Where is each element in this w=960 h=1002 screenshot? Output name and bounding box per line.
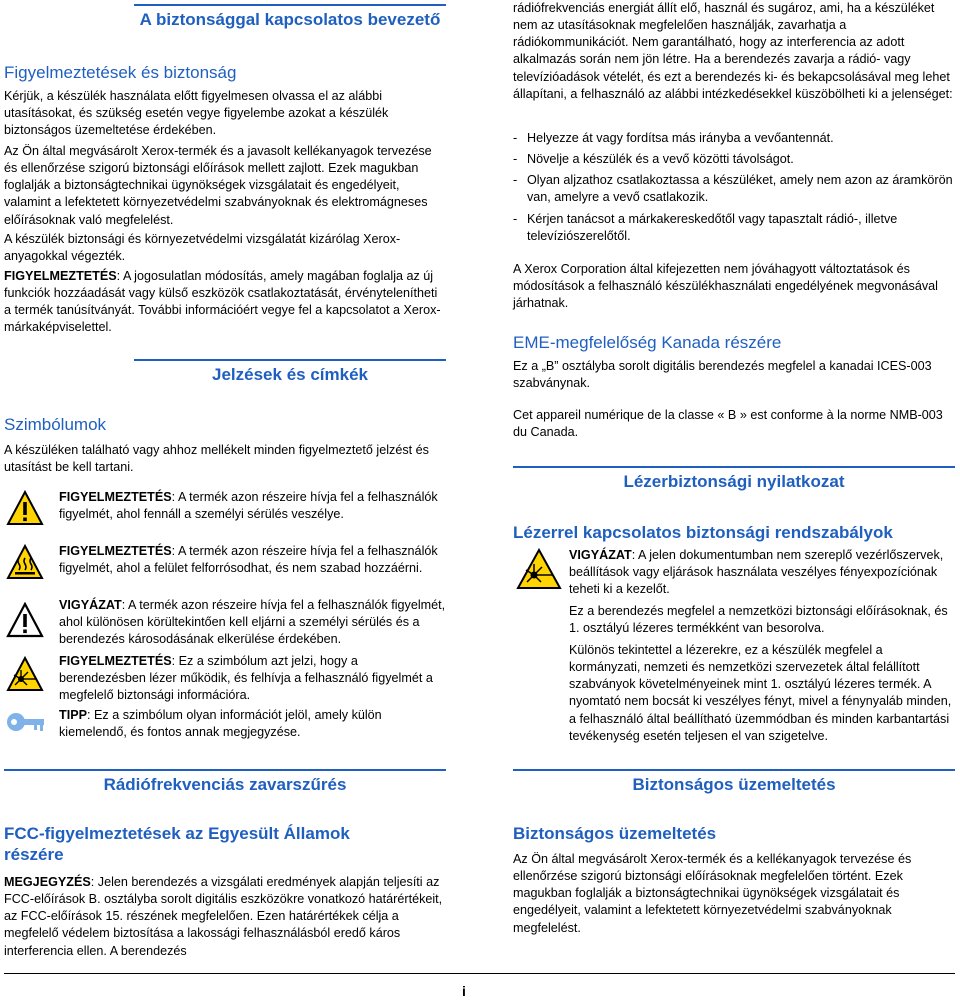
laser-caution: [569, 547, 955, 598]
hot-surface-icon: [6, 544, 44, 580]
symbols-intro: A készüléken található vagy ahhoz mellékelt minden figyelmeztető jelzést és utasítást be kell tartani.: [4, 443, 429, 475]
symbol-caution-label: VIGYÁZAT: [59, 598, 122, 612]
fcc-note-text: : Jelen berendezés a vizsgálati eredmények alapján teljesíti az FCC-előírások B. osztályba sorolt digitális eszközökre vonatkozó határértékeit, az FCC-előírások 15. részének megfelelően. Ezen határértékek célja a megfelelő védelem biztosítása a lakossági felhasználásból eredő káros interferencia ellen. A berendezés: [4, 875, 443, 958]
intro-paragraph: Kérjük, a készülék használata előtt figyelmesen olvassa el az alábbi utasításokat, és szükség esetén vegye figyelembe azokat a készülék biztonságos üzemeltetése érdekében.: [4, 89, 389, 138]
operation-paragraph: Az Ön által megvásárolt Xerox-termék és a kellékanyagok tervezése és ellenőrzése szigorú biztonsági előírásoknak megfelelően történt. Ezek magukban foglalják a biztonságtechnikai ügynökségek vizsgálatait és engedélyeit, valamint a lefektetett környezetvédelmi szabványoknak megfelelést.: [513, 852, 912, 935]
modification-warning: [4, 268, 444, 337]
symbol-tip-text: [59, 707, 447, 741]
symbol-hot-text: [59, 543, 447, 577]
symbol-warning-text: [59, 489, 447, 523]
laser-class-paragraph: Ez a berendezés megfelel a nemzetközi biztonsági előírásoknak, és 1. osztályú lézeres termékként van besorolva.: [569, 604, 948, 636]
section-title-safety-intro: A biztonsággal kapcsolatos bevezető: [134, 4, 446, 34]
warning-triangle-icon: [6, 490, 44, 526]
symbol-laser-label: FIGYELMEZTETÉS: [59, 654, 172, 668]
section-title-laser: Lézerbiztonsági nyilatkozat: [513, 466, 955, 496]
fcc-note-label: MEGJEGYZÉS: [4, 875, 91, 889]
symbol-hot-label: FIGYELMEZTETÉS: [59, 544, 172, 558]
fcc-note: [4, 874, 444, 960]
laser-warning-icon: [6, 656, 44, 692]
tip-key-icon: [4, 707, 48, 737]
symbol-warning-label: FIGYELMEZTETÉS: [59, 490, 172, 504]
xerox-modification-paragraph: A Xerox Corporation által kifejezetten nem jóváhagyott változtatások és módosítások a felhasználó készülékhasználati engedélyének megvonásával járhatnak.: [513, 262, 938, 311]
symbols-heading: Szimbólumok: [4, 415, 107, 434]
eme-paragraph-fr: Cet appareil numérique de la classe « B » est conforme à la norme NMB-003 du Canada.: [513, 408, 943, 440]
symbol-hot-desc: : A termék azon részeire hívja fel a felhasználók figyelmét, ahol a felület felforrósodhat, és nem szabad hozzáérni.: [59, 544, 438, 576]
symbol-caution-text: [59, 597, 447, 648]
symbol-tip-desc: : Ez a szimbólum olyan információt jelöl, amely külön kiemelendő, és fontos annak megjegyzése.: [59, 708, 382, 740]
operation-heading: Biztonságos üzemeltetés: [513, 824, 717, 843]
footer-divider: [4, 973, 955, 974]
symbol-laser-desc: : Ez a szimbólum azt jelzi, hogy a berendezésben lézer működik, és felhívja a felhasználó figyelmét a megfelelő biztonsági információra.: [59, 654, 433, 703]
warning-text: : A jogosulatlan módosítás, amely magában foglalja az új funkciók hozzáadását vagy külső eszközök csatlakoztatását, érvénytelenítheti a termék tanúsítványát. További információért vegye fel a kapcsolatot a Xerox-márkaképviselettel.: [4, 269, 441, 335]
caution-triangle-icon: [6, 602, 44, 638]
laser-caution-label: VIGYÁZAT: [569, 548, 632, 562]
list-item: - Kérjen tanácsot a márkakereskedőtől vagy tapasztalt rádió-, illetve televíziószerelőtől.: [513, 211, 955, 245]
laser-regulations-paragraph: Különös tekintettel a lézerekre, ez a készülék megfelel a kormányzati, nemzeti és nemzetközi szervezetek által felállított szabványok követelményeinek mint 1. osztályú lézeres termék. A nyomtató nem bocsát ki veszélyes fényt, mivel a fénynyaláb minden, a felhasználó által beállítható üzemmódban és minden karbantartási tevékenység esetén teljesen el van szigetelve.: [569, 643, 952, 743]
laser-warning-icon: [516, 548, 562, 590]
laser-heading: Lézerrel kapcsolatos biztonsági rendszabályok: [513, 523, 893, 542]
list-item: - Olyan aljzathoz csatlakoztassa a készüléket, amely nem azon az áramkörön van, amelyre a vevő csatlakozik.: [513, 172, 955, 206]
symbol-warning-desc: : A termék azon részeire hívja fel a felhasználók figyelmét, ahol fennáll a személyi sérülés veszélye.: [59, 490, 438, 522]
symbol-tip-label: TIPP: [59, 708, 87, 722]
eme-paragraph-hu: Ez a „B” osztályba sorolt digitális berendezés megfelel a kanadai ICES-003 szabványnak.: [513, 359, 932, 391]
symbol-caution-desc: : A termék azon részeire hívja fel a felhasználók figyelmét, ahol különösen körültekintően kell eljárni a személyi sérülés és a berendezés károsodásának elkerülése érdekében.: [59, 598, 446, 647]
warnings-heading: Figyelmeztetések és biztonság: [4, 63, 237, 82]
section-title-rf: Rádiófrekvenciás zavarszűrés: [4, 769, 446, 799]
compliance-paragraph: Az Ön által megvásárolt Xerox-termék és a javasolt kellékanyagok tervezése és ellenőrzése szigorú biztonsági előírások mellett zajlott. Ezek magukban foglalják a biztonságtechnikai ügynökségek vizsgálatait és engedélyeit, valamint a lefektetett környezetvédelmi szabványoknak és elektromágneses előírásoknak való megfelelést.: [4, 144, 432, 227]
section-title-labels: Jelzések és címkék: [134, 359, 446, 389]
list-item: - Helyezze át vagy fordítsa más irányba a vevőantennát.: [513, 130, 955, 147]
symbol-laser-text: [59, 653, 447, 704]
laser-caution-text: : A jelen dokumentumban nem szereplő vezérlőszervek, beállítások vagy eljárások használata veszélyes fényexpozíciónak teheti ki a kezelőt.: [569, 548, 944, 597]
xerox-materials-paragraph: A készülék biztonsági és környezetvédelmi vizsgálatát kizárólag Xerox-anyagokkal végezték.: [4, 232, 401, 264]
list-item: - Növelje a készülék és a vevő közötti távolságot.: [513, 151, 955, 168]
fcc-heading: FCC-figyelmeztetések az Egyesült Államok részére: [4, 824, 350, 865]
page-number: i: [462, 983, 466, 999]
interference-remedies-list: [513, 130, 955, 249]
section-title-operation: Biztonságos üzemeltetés: [513, 769, 955, 799]
rf-continuation: rádiófrekvenciás energiát állít elő, használ és sugároz, ami, ha a készüléket nem az utasításoknak megfelelően használják, zavarhatja a rádiókommunikációt. Nem garantálható, hogy az interferencia az adott alkalmazás során nem jön létre. Ha a berendezés zavarja a rádió- vagy televízióadások vételét, és ezt a berendezés ki- és bekapcsolásával meg lehet állapítani, a felhasználó az alábbi intézkedésekkel küszöbölheti ki a jelenséget:: [513, 1, 953, 101]
warning-label: FIGYELMEZTETÉS: [4, 269, 117, 283]
eme-heading: EME-megfelelőség Kanada részére: [513, 333, 782, 352]
